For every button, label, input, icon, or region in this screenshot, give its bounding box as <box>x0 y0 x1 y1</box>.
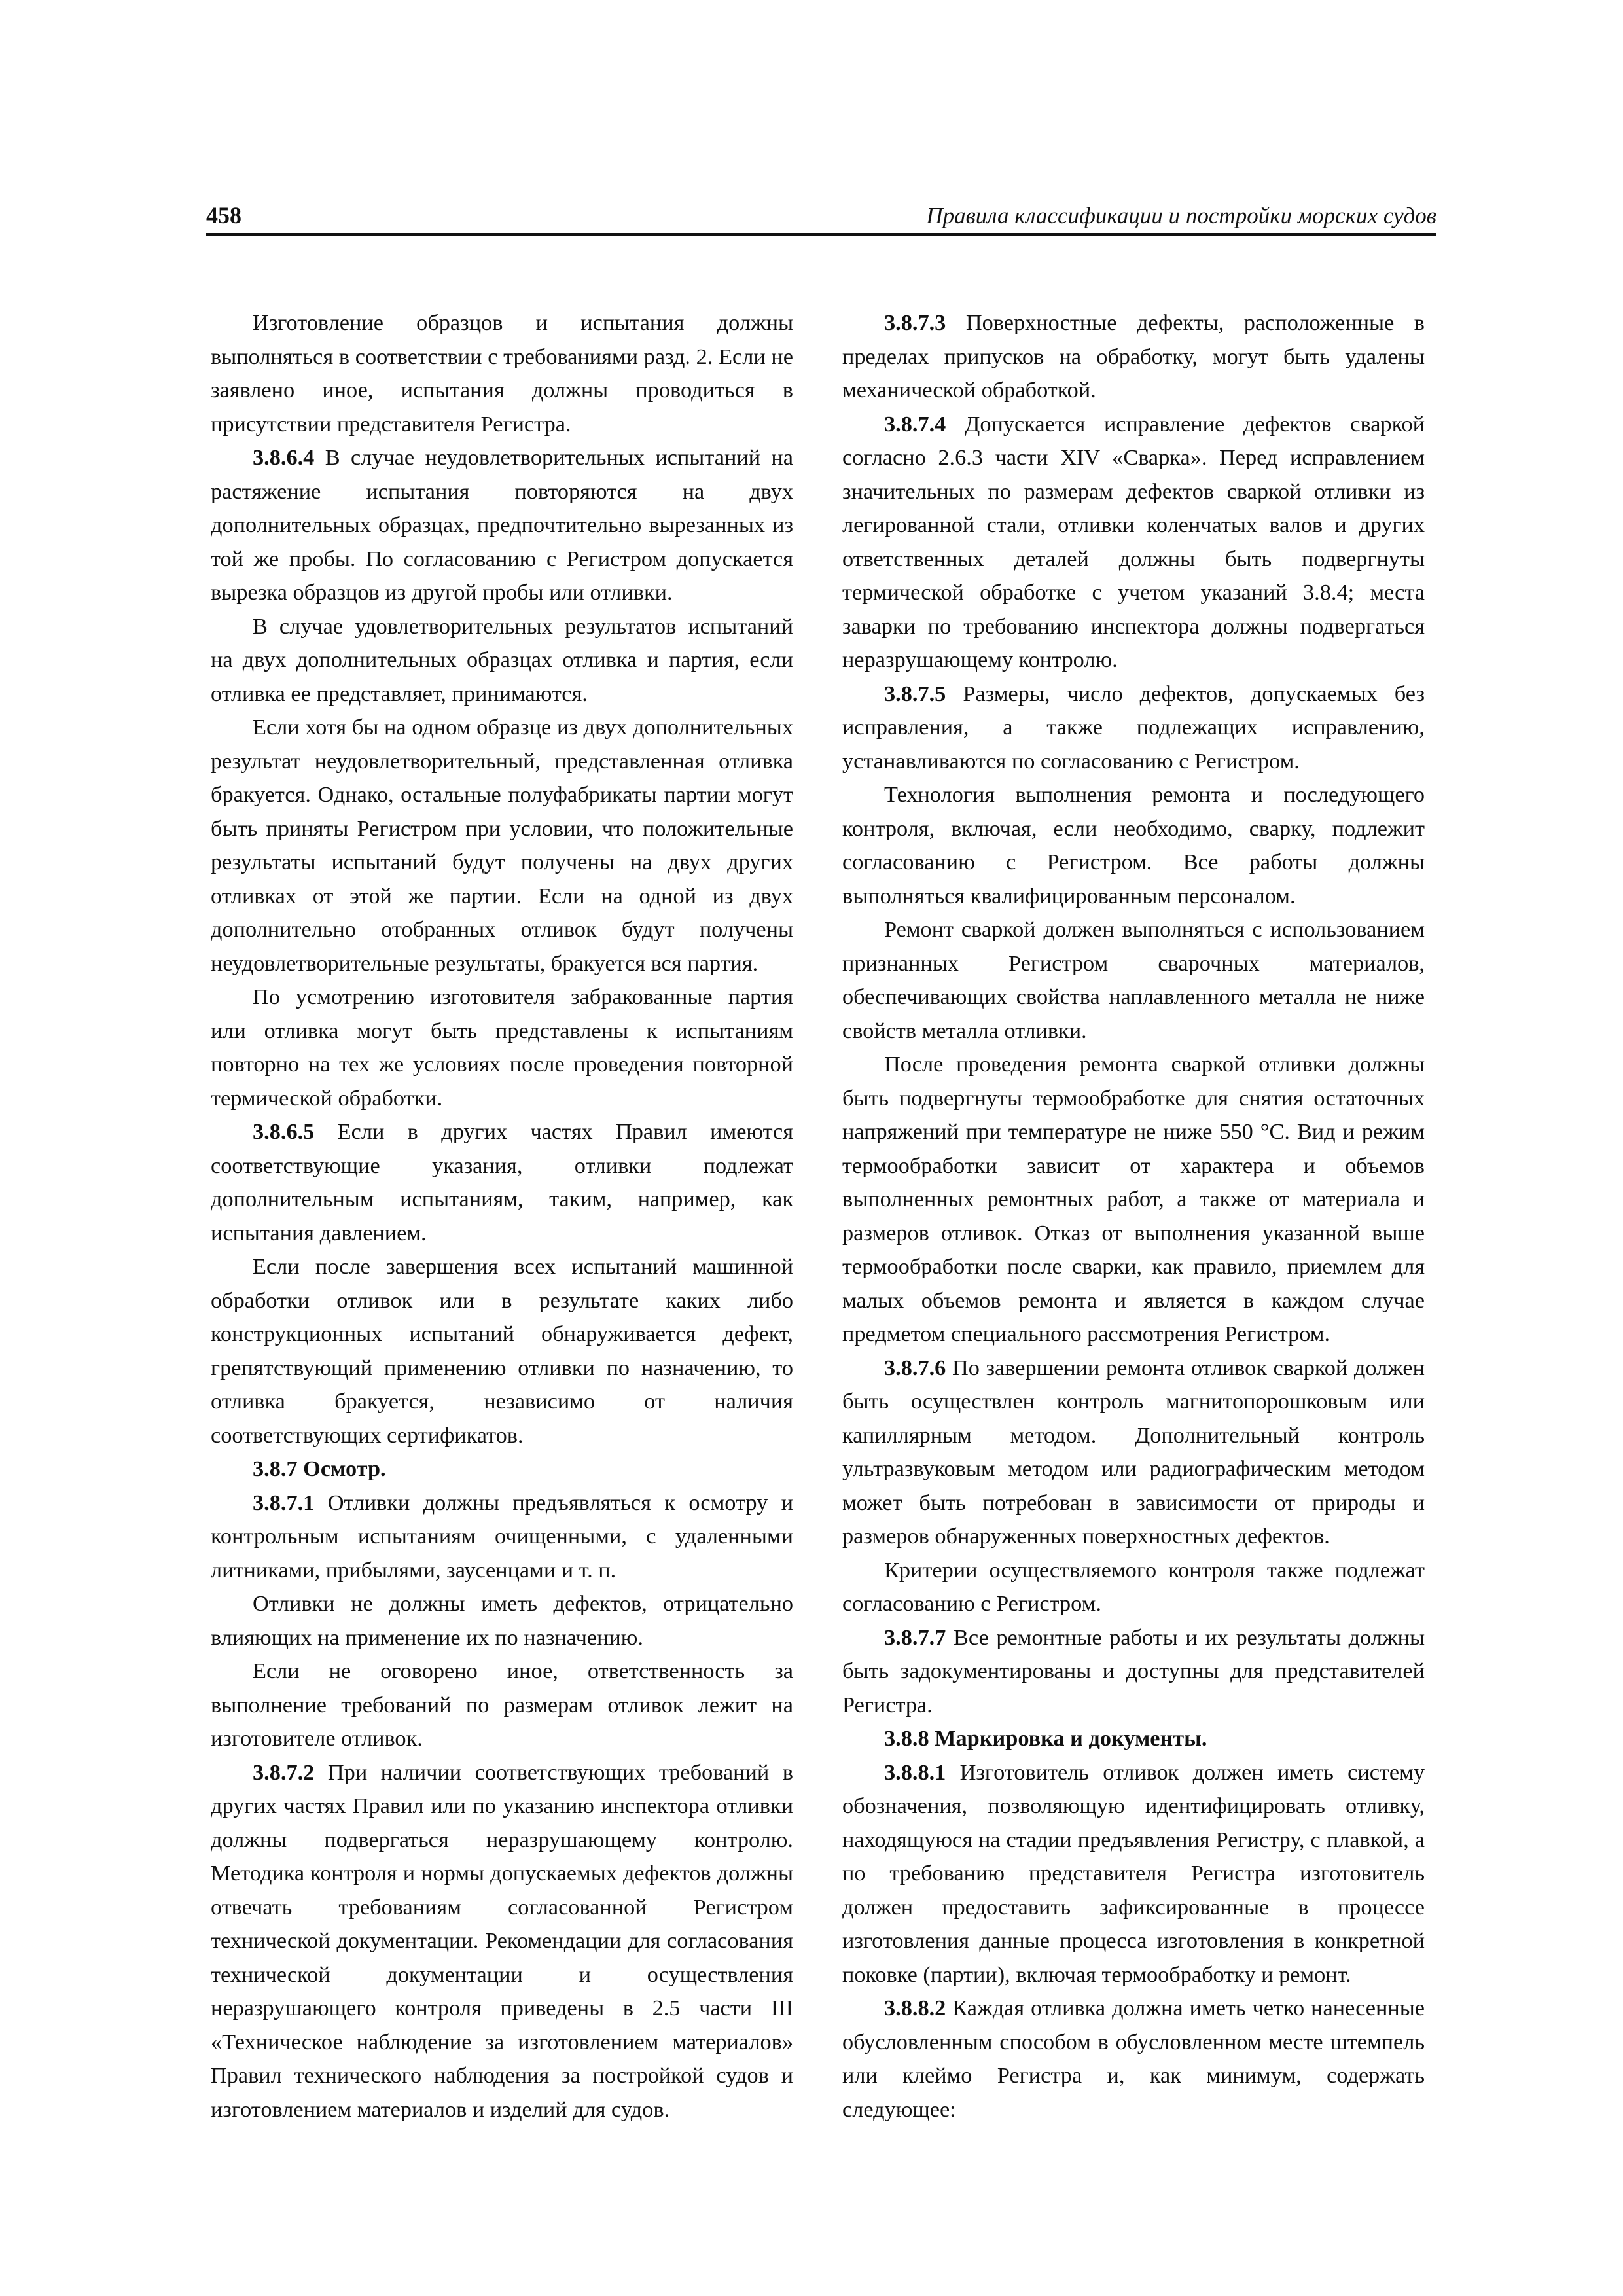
clause-number: 3.8.7.6 <box>884 1355 946 1380</box>
paragraph-text: Ремонт сваркой должен выполняться с использованием признанных Регистром сварочных материалов, обеспечивающих свойства наплавленного металла не ниже свойств металла отливки. <box>842 917 1425 1043</box>
paragraph <box>842 913 1425 1048</box>
clause-number: 3.8.6.5 <box>253 1119 315 1144</box>
paragraph-text: После проведения ремонта сваркой отливки должны быть подвергнуты термообработке для снятия остаточных напряжений при температуре не ниже 550 °С. Вид и режим термообработки зависит от характера и объемов выполненных ремонтных работ, а также от материала и размеров отливок. Отказ от выполнения указанной выше термообработки после сварки, как правило, приемлем для малых объемов ремонта и является в каждом случае предметом специального рассмотрения Регистром. <box>842 1052 1425 1346</box>
paragraph <box>842 1756 1425 1992</box>
clause-number: 3.8.7.4 <box>884 411 946 437</box>
paragraph <box>211 1250 793 1452</box>
paragraph-text: Если после завершения всех испытаний машинной обработки отливок или в результате каких либо конструкционных испытаний обнаруживается дефект, грепятствующий применению отливки по назначению, то отливка бракуется, независимо от наличия соответствующих сертификатов. <box>211 1254 793 1448</box>
paragraph-text: В случае неудовлетворительных испытаний на растяжение испытания повторяются на двух дополнительных образцах, предпочтительно вырезанных из той же пробы. По согласованию с Регистром допускается вырезка образцов из другой пробы или отливки. <box>211 445 793 605</box>
paragraph <box>842 1352 1425 1554</box>
clause-number: 3.8.8.2 <box>884 1996 946 2020</box>
paragraph <box>211 980 793 1115</box>
paragraph-text: Изготовление образцов и испытания должны выполняться в соответствии с требованиями разд. 2. Если не заявлено иное, испытания должны проводиться в присутствии представителя Регистра. <box>211 310 793 437</box>
paragraph-text: Изготовитель отливок должен иметь систему обозначения, позволяющую идентифицировать отливку, находящуюся на стадии предъявления Регистру, с плавкой, а по требованию представителя Регистра изготовитель должен предоставить зафиксированные в процессе изготовления данные процесса изготовления в конкретной поковке (партии), включая термообработку и ремонт. <box>842 1759 1425 1987</box>
paragraph-text: В случае удовлетворительных результатов испытаний на двух дополнительных образцах отливка и партия, если отливка ее представляет, принимаются. <box>211 613 793 706</box>
section-heading <box>211 1452 793 1486</box>
clause-number: 3.8.7.7 <box>884 1624 946 1650</box>
paragraph <box>211 1756 793 2127</box>
paragraph <box>211 711 793 980</box>
paragraph <box>211 1486 793 1588</box>
paragraph <box>211 1587 793 1655</box>
paragraph <box>211 1115 793 1250</box>
paragraph <box>842 1554 1425 1621</box>
paragraph-text: Все ремонтные работы и их результаты должны быть задокументированы и доступны для представителей Регистра. <box>842 1624 1425 1717</box>
left-column <box>211 306 793 2126</box>
paragraph-text: Если в других частях Правил имеются соответствующие указания, отливки подлежат дополнительным испытаниям, таким, например, как испытания давлением. <box>211 1119 793 1246</box>
clause-number: 3.8.8 <box>884 1726 929 1751</box>
paragraph-text: Отливки не должны иметь дефектов, отрицательно влияющих на применение их по назначению. <box>211 1591 793 1650</box>
paragraph-text: Отливки должны предъявляться к осмотру и контрольным испытаниям очищенными, с удаленными литниками, прибылями, заусенцами и т. п. <box>211 1490 793 1583</box>
clause-number: 3.8.7.2 <box>253 1759 315 1785</box>
paragraph-text: Поверхностные дефекты, расположенные в пределах припусков на обработку, могут быть удалены механической обработкой. <box>842 310 1425 403</box>
paragraph <box>211 610 793 711</box>
running-title: Правила классификации и постройки морских судов <box>926 203 1436 228</box>
clause-number: 3.8.7 <box>253 1456 298 1481</box>
paragraph <box>211 1655 793 1756</box>
section-title: Осмотр. <box>297 1456 386 1481</box>
section-title: Маркировка и документы. <box>929 1726 1207 1751</box>
paragraph-text: Если хотя бы на одном образце из двух дополнительных результат неудовлетворительный, представленная отливка бракуется. Однако, остальные полуфабрикаты партии могут быть приняты Регистром при условии, что положительные результаты испытаний будут получены на двух других отливках от этой же партии. Если на одной из двух дополнительно отобранных отливок будут получены неудовлетворительные результаты, бракуется вся партия. <box>211 715 793 976</box>
paragraph-text: По завершении ремонта отливок сваркой должен быть осуществлен контроль магнитопорошковым или капиллярным методом. Дополнительный контроль ультразвуковым методом или радиографическим методом может быть потребован в зависимости от природы и размеров обнаруженных поверхностных дефектов. <box>842 1355 1425 1549</box>
paragraph-text: По усмотрению изготовителя забракованные партия или отливка могут быть представлены к испытаниям повторно на тех же условиях после проведения повторной термической обработки. <box>211 984 793 1111</box>
paragraph <box>211 306 793 441</box>
clause-number: 3.8.7.1 <box>253 1490 315 1515</box>
page-header <box>206 196 1436 236</box>
page-number: 458 <box>206 202 241 228</box>
paragraph <box>842 408 1425 677</box>
paragraph <box>211 441 793 610</box>
paragraph <box>842 677 1425 779</box>
paragraph <box>842 1048 1425 1352</box>
paragraph-text: Критерии осуществляемого контроля также подлежат согласованию с Регистром. <box>842 1557 1425 1616</box>
paragraph <box>842 778 1425 913</box>
clause-number: 3.8.6.4 <box>253 445 315 470</box>
paragraph-text: При наличии соответствующих требований в других частях Правил или по указанию инспектора отливки должны подвергаться неразрушающему контролю. Методика контроля и нормы допускаемых дефектов должны отвечать требованиям согласованной Регистром технической документации. Рекомендации для согласования технической документации и осуществления неразрушающего контроля приведены в 2.5 части III «Техническое наблюдение за изготовлением материалов» Правил технического наблюдения за постройкой судов и изготовлением материалов и изделий для судов. <box>211 1759 793 2122</box>
clause-number: 3.8.7.5 <box>884 681 946 706</box>
clause-number: 3.8.7.3 <box>884 310 946 335</box>
paragraph-text: Каждая отливка должна иметь четко нанесенные обусловленным способом в обусловленном месте штемпель или клеймо Регистра и, как минимум, содержать следующее: <box>842 1996 1425 2122</box>
paragraph <box>842 1992 1425 2126</box>
paragraph <box>842 1621 1425 1723</box>
paragraph-text: Если не оговорено иное, ответственность за выполнение требований по размерам отливок лежит на изготовителе отливок. <box>211 1659 793 1751</box>
section-heading <box>842 1722 1425 1756</box>
paragraph-text: Технология выполнения ремонта и последующего контроля, включая, если необходимо, сварку, подлежит согласованию с Регистром. Все работы должны выполняться квалифицированным персоналом. <box>842 782 1425 908</box>
clause-number: 3.8.8.1 <box>884 1759 946 1785</box>
paragraph-text: Допускается исправление дефектов сваркой согласно 2.6.3 части XIV «Сварка». Перед исправлением значительных по размерам дефектов сваркой отливки из легированной стали, отливки коленчатых валов и других ответственных деталей должны быть подвергнуты термической обработке с учетом указаний 3.8.4; места заварки по требованию инспектора должны подвергаться неразрушающему контролю. <box>842 411 1425 672</box>
paragraph-text: Размеры, число дефектов, допускаемых без исправления, а также подлежащих исправлению, устанавливаются по согласованию с Регистром. <box>842 681 1425 774</box>
paragraph <box>842 306 1425 408</box>
right-column <box>842 306 1425 2126</box>
